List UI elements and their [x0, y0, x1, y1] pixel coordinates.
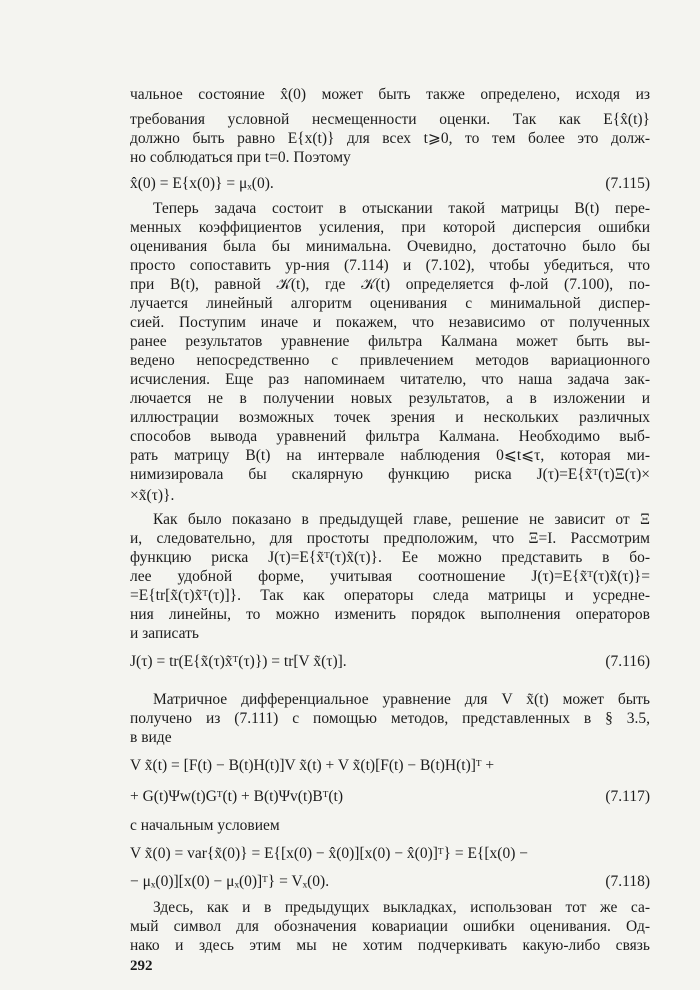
equation-number: (7.115): [605, 175, 650, 192]
text-line: =E{tr[x̃(τ)x̃ᵀ(τ)]}. Так как операторы следа матрицы и усредне-: [130, 587, 650, 604]
text-line: Здесь, как и в предыдущих выкладках, использован тот же са-: [153, 899, 650, 916]
text-line: Теперь задача состоит в отыскании такой матрицы B(t) пере-: [153, 200, 650, 217]
equation: x̂(0) = E{x(0)} = μₓ(0).: [130, 175, 274, 192]
text-line: лучается линейный алгоритм оценивания с минимальной диспер-: [130, 295, 650, 312]
text-line: мый символ для обозначения ковариации ошибки оценивания. Од-: [130, 918, 650, 935]
text-line: сией. Поступим иначе и покажем, что независимо от полученных: [130, 314, 650, 331]
equation-number: (7.117): [605, 788, 650, 805]
text-line: лее удобной форме, учитывая соотношение J(τ)=E{x̃ᵀ(τ)x̃(τ)}=: [130, 568, 650, 585]
text-line: и записать: [130, 625, 199, 642]
equation-number: (7.118): [605, 873, 650, 890]
text-line: ния линейны, то можно изменить порядок выполнения операторов: [130, 606, 650, 623]
text-line: Матричное дифференциальное уравнение для V x̃(t) может быть: [153, 691, 650, 708]
text-line: ведено непосредственно с привлечением методов вариационного: [130, 352, 650, 369]
equation: V x̃(0) = var{x̃(0)} = E{[x(0) − x̂(0)][x(0) − x̂(0)]ᵀ} = E{[x(0) −: [130, 845, 528, 862]
text-line: функцию риска J(τ)=E{x̃ᵀ(τ)x̃(τ)}. Ее можно представить в бо-: [130, 549, 650, 566]
equation: − μₓ(0)][x(0) − μₓ(0)]ᵀ} = Vₓ(0).: [130, 873, 330, 890]
text-line: ранее результатов уравнение фильтра Калмана может быть вы-: [130, 333, 650, 350]
text-line: лючается не в получении новых результатов, а в изложении и: [130, 390, 650, 407]
text-line: оценивания была бы минимальна. Очевидно, достаточно было бы: [130, 238, 650, 255]
text-line: нимизировала бы скалярную функцию риска J(τ)=E{x̃ᵀ(τ)Ξ(τ)×: [130, 466, 650, 483]
equation: V x̃(t) = [F(t) − B(t)H(t)]V x̃(t) + V x̃(t)[F(t) − B(t)H(t)]ᵀ +: [130, 757, 495, 774]
text-line: требования условной несмещенности оценки. Так как E{x̂(t)}: [130, 111, 650, 128]
text-line: рать матрицу B(t) на интервале наблюдения 0⩽t⩽τ, которая ми-: [130, 447, 650, 464]
equation: J(τ) = tr(E{x̃(τ)x̃ᵀ(τ)}) = tr[V x̃(τ)].: [130, 653, 347, 670]
text-line: менных коэффициентов усиления, при которой дисперсия ошибки: [130, 219, 650, 236]
equation: + G(t)Ψw(t)Gᵀ(t) + B(t)Ψv(t)Bᵀ(t): [130, 788, 343, 805]
text-line: нако и здесь этим мы не хотим подчеркивать какую-либо связь: [130, 937, 650, 954]
page-number: 292: [130, 958, 153, 974]
text-line: при B(t), равной 𝒦(t), где 𝒦(t) определяется ф-лой (7.100), по-: [130, 276, 650, 293]
equation-number: (7.116): [605, 653, 650, 670]
text-line: в виде: [130, 729, 172, 746]
text-line: просто сопоставить ур-ния (7.114) и (7.102), чтобы убедиться, что: [130, 257, 650, 274]
text-line: но соблюдаться при t=0. Поэтому: [130, 149, 351, 166]
text-line: получено из (7.111) с помощью методов, представленных в § 3.5,: [130, 710, 650, 727]
text-line: и, следовательно, для простоты предположим, что Ξ=I. Рассмотрим: [130, 530, 650, 547]
text-line: ×x̃(τ)}.: [130, 487, 175, 504]
text-line: Как было показано в предыдущей главе, решение не зависит от Ξ: [153, 511, 650, 528]
text-line: способов вывода уравнений фильтра Калмана. Необходимо выб-: [130, 428, 650, 445]
text-line: должно быть равно E{x(t)} для всех t⩾0, то тем более это долж-: [130, 130, 650, 147]
text-line: исчисления. Еще раз напоминаем читателю, что наша задача зак-: [130, 371, 650, 388]
text-line: с начальным условием: [130, 817, 280, 834]
text-line: иллюстрации возможных точек зрения и нескольких различных: [130, 409, 650, 426]
text-line: чальное состояние x̂(0) может быть также определено, исходя из: [130, 86, 650, 103]
